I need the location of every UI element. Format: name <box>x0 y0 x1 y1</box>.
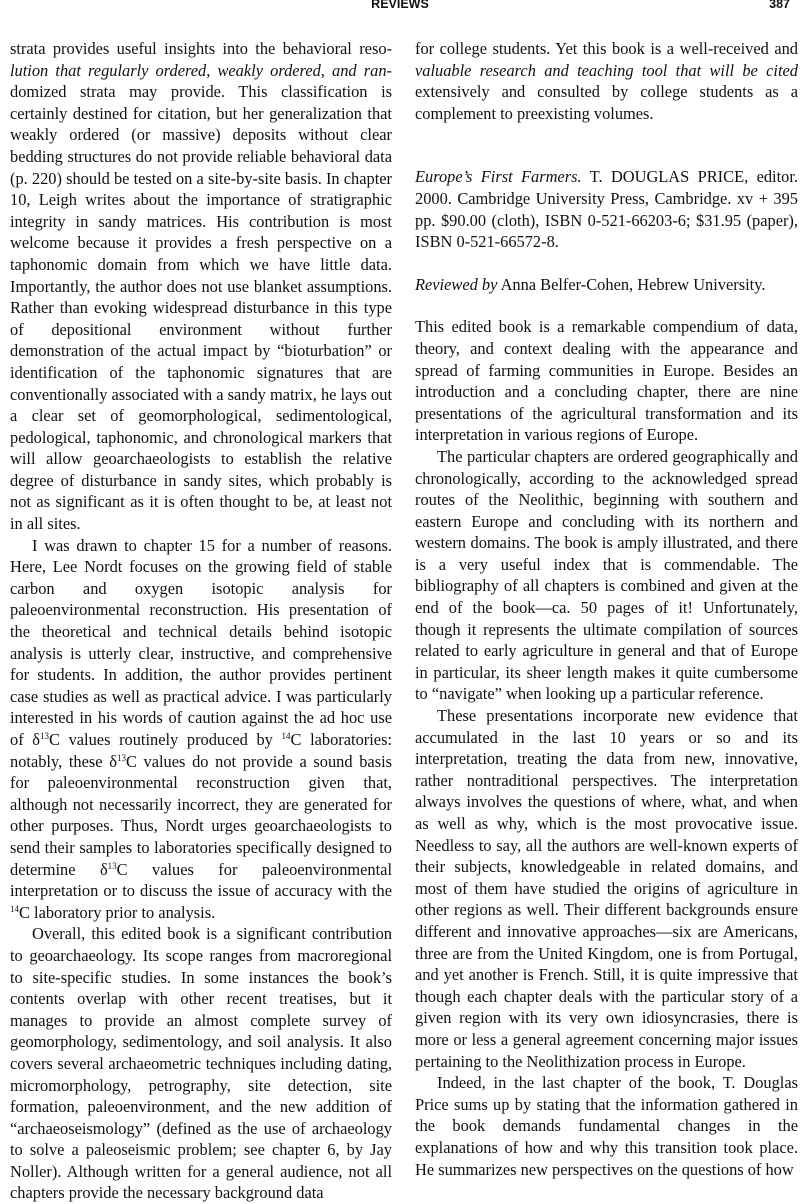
page-number: 387 <box>769 0 790 11</box>
text-run: extensively and consulted by college students as a complement to preexisting volumes. <box>415 82 798 123</box>
text-run: I was drawn to chapter 15 for a number of reasons. Here, Lee Nordt focuses on the growing field of stable carbon and oxygen isotopic analysis for paleoenvironmental reconstruction. His presentation of the theoretical and technical details behind isotopic analysis is utterly clear, instructive, and comprehensive for students. In addition, the author provides pertinent case studies as well as practical advice. I was particularly interested in his words of caution against the ad hoc use of δ <box>10 535 392 749</box>
book-title: Europe’s First Farmers. <box>415 167 582 187</box>
paragraph-presentations: These presentations incorporate new evidence that accumulated in the last 10 years or so and its interpretation, treating the data from new, innovative, rather nontraditional perspectives. The interpretation always involves the questions of where, what, and when as well as why, which is the most provocative issue. Needless to say, all the authors are well-known experts of their subjects, knowledgeable in related domains, and most of them have studied the origins of agriculture in other regions as well. Their different backgrounds ensure different and innovative approaches—six are Americans, three are from the United Kingdom, one is from Portugal, and yet another is French. Still, it is quite impressive that though each chapter deals with the particular story of a given region with its very own idiosyncrasies, there is more or less a general agreement concerning major issues pertaining to the Neolithization process in Europe. <box>415 706 798 1071</box>
spacer <box>415 253 798 274</box>
left-column <box>10 38 392 1204</box>
right-column <box>415 38 798 1180</box>
reviewer-name: Anna Belfer-Cohen, Hebrew University. <box>497 274 766 294</box>
paragraph-continued <box>415 38 798 124</box>
superscript: 14 <box>10 903 19 914</box>
text-run: for college students. Yet this book is a well-received and <box>415 39 798 58</box>
book-citation <box>415 166 798 252</box>
text-run: C laboratory prior to analysis. <box>19 902 216 922</box>
paragraph-conclusion: Indeed, in the last chapter of the book, T. Douglas Price sums up by stating that the information gathered in the book demands fundamental changes in the explanations of how and why this transition took place. He summarizes new perspectives on the questions of how <box>415 1073 798 1179</box>
spacer <box>415 124 798 166</box>
paragraph-overall: Overall, this edited book is a significant contribution to geoarchaeology. Its scope ranges from macroregional to site-specific studies. In some instances the book’s contents overlap with other recent treatises, but it manages to provide an almost complete survey of geomorphology, sedimentology, and soil analysis. It also covers several archaeometric techniques including dating, micromorphology, petrography, site detection, site formation, paleoenvironment, and the new addition of “archaeoseismology” (defined as the use of archaeology to solve a paleoseismic problem; see chapter 6, by Jay Noller). Although written for a general audience, not all chapters provide the necessary background data <box>10 924 392 1203</box>
paragraph-intro: This edited book is a remarkable compendium of data, theory, and context dealing with the appearance and spread of farming communities in Europe. Besides an introduction and a concluding chapter, there are nine presentations of the agricultural transformation and its interpretation in various regions of Europe. <box>415 317 798 445</box>
text-run: domized strata may provide. This classification is certainly destined for citation, but her generalization that weakly ordered (or massive) deposits without clear bedding structures do not provide reliable behavioral data (p. 220) should be tested on a site-by-site basis. In chapter 10, Leigh writes about the importance of stratigraphic integrity in sandy matrices. His contribution is most welcome because it provides a fresh perspective on a taphonomic domain from which we have little data. Importantly, the author does not use blanket assumptions. Rather than evoking widespread disturbance in this type of depositional environment without further demonstration of the actual impact by “bioturbation” or identification of the taphonomic signatures that are conventionally associated with a sandy matrix, he lays out a clear set of geomorphological, sedimentological, pedological, taphonomic, and chronological markers that will allow geoarchaeologists to establish the relative degree of disturbance in sandy sites, which probably is not as significant as it is often thought to be, at least not in all sites. <box>10 82 392 534</box>
paragraph-chapter-15 <box>10 535 392 924</box>
superscript: 13 <box>40 731 50 741</box>
citation-details: T. DOUGLAS PRICE, editor. 2000. Cambridge University Press, Cambridge. xv + 395 pp. $90.00 (cloth), ISBN 0-521-66203-6; $31.95 (paper), ISBN 0-521-66572-8. <box>415 167 798 252</box>
section-title: REVIEWS <box>371 0 429 11</box>
reviewed-by-label: Reviewed by <box>415 274 498 294</box>
text-run: C values do not provide a sound basis for paleoenvironmental reconstruction given that, although not necessarily incorrect, they are generated for other purposes. Thus, Nordt urges geoarchaeologists to send their samples to laboratories specifically designed to determine δ <box>10 751 393 879</box>
running-head <box>0 0 800 14</box>
paragraph-continued <box>10 38 392 535</box>
paragraph-chapters: The particular chapters are ordered geographically and chronologically, according to the acknowledged spread routes of the Neolithic, beginning with southern and eastern Europe and concluding with its northern and western domains. The book is amply illustrated, and there is a very useful index that is commendable. The bibliography of all chapters is combined and given at the end of the book—ca. 50 pages of it! Unfortunately, though it represents the ultimate compilation of sources related to early agriculture in general and that of Europe in particular, its sheer length makes it quite cumbersome to “navigate” when looking up a particular reference. <box>415 446 798 704</box>
text-run: strata provides useful insights into the behavioral reso- <box>10 39 392 58</box>
text-run: C laboratories: notably, these δ <box>10 730 392 771</box>
italic-text-run: lution that regularly ordered, weakly ordered, and ran- <box>10 60 392 80</box>
italic-text-run: valuable research and teaching tool that will be cited <box>415 60 798 80</box>
superscript: 14 <box>281 731 291 741</box>
superscript: 13 <box>116 752 126 763</box>
reviewer-line <box>415 274 798 296</box>
text-run: C values for paleoenvironmental interpretation or to discuss the issue of accuracy with the <box>10 859 392 901</box>
superscript: 13 <box>107 860 117 871</box>
text-run: C values routinely produced by <box>49 730 282 749</box>
spacer <box>415 295 798 316</box>
